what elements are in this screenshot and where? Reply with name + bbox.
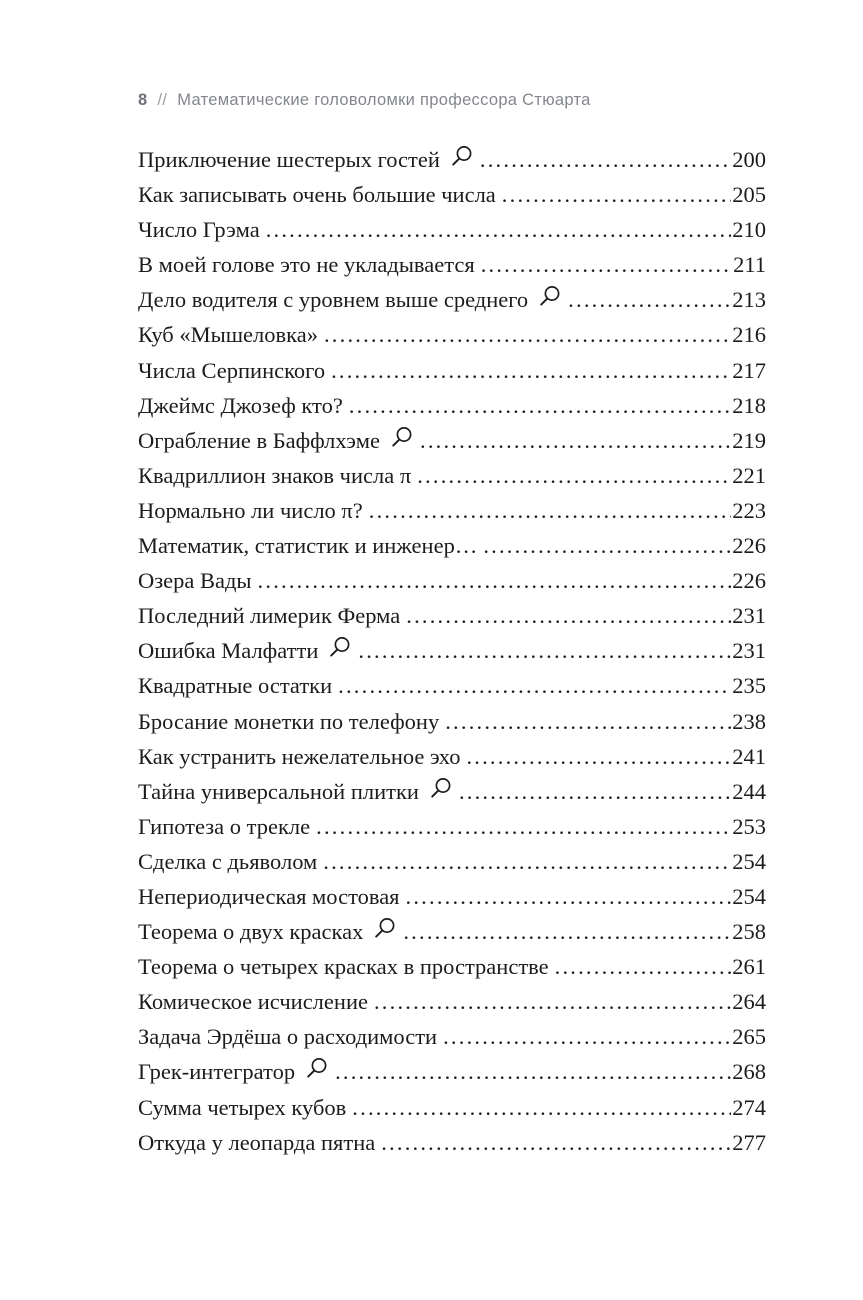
- toc-entry-page: 235: [732, 673, 766, 699]
- toc-entry: [138, 879, 766, 914]
- dot-leader: [568, 282, 731, 317]
- toc-entry: [138, 633, 766, 668]
- toc-entry: [138, 1125, 766, 1160]
- toc-entry-page: 268: [732, 1059, 766, 1085]
- toc-entry: [138, 668, 766, 703]
- toc-entry-page: 244: [732, 778, 766, 804]
- toc-entry-title: Математик, статистик и инженер…: [138, 533, 478, 559]
- toc-entry: [138, 1090, 766, 1125]
- toc-entry-title: Ошибка Малфатти: [138, 638, 319, 664]
- dot-leader: [459, 774, 731, 809]
- toc-entry: [138, 704, 766, 739]
- toc-entry-title: Нормально ли число π?: [138, 497, 363, 523]
- toc-entry-page: 241: [732, 743, 766, 769]
- toc-entry-title: Квадриллион знаков числа π: [138, 462, 412, 488]
- toc-entry: [138, 598, 766, 633]
- toc-entry-page: 254: [732, 848, 766, 874]
- dot-leader: [323, 844, 731, 879]
- magnifier-icon: [537, 284, 562, 319]
- toc-entry-page: 254: [732, 883, 766, 909]
- dot-leader: [316, 809, 731, 844]
- toc-entry-page: 223: [732, 497, 766, 523]
- toc-entry: [138, 212, 766, 247]
- toc-entry-title: Откуда у леопарда пятна: [138, 1129, 376, 1155]
- toc-entry-title: Непериодическая мостовая: [138, 883, 400, 909]
- toc-entry-title: Теорема о двух красках: [138, 919, 364, 945]
- toc-entry-title: Сумма четырех кубов: [138, 1094, 347, 1120]
- toc-entry: [138, 1054, 766, 1089]
- dot-leader: [374, 984, 731, 1019]
- toc-entry-title: Дело водителя с уровнем выше среднего: [138, 287, 529, 313]
- toc-entry-title: Число Грэма: [138, 217, 260, 243]
- toc-entry-title: Ограбление в Баффлхэме: [138, 427, 380, 453]
- toc-entry: [138, 1019, 766, 1054]
- dot-leader: [420, 423, 731, 458]
- dot-leader: [480, 142, 731, 177]
- toc-entry-page: 264: [732, 989, 766, 1015]
- toc-entry-title: Как устранить нежелательное эхо: [138, 743, 461, 769]
- header-book-title: Математические головоломки профессора Стюарта: [177, 91, 591, 109]
- header-page-number: 8: [138, 91, 148, 109]
- header-separator: //: [157, 91, 168, 109]
- toc-entry-page: 265: [732, 1024, 766, 1050]
- toc-entry-title: Приключение шестерых гостей: [138, 147, 440, 172]
- dot-leader: [483, 528, 731, 563]
- toc-entry: [138, 984, 766, 1019]
- toc-entry-page: 211: [733, 252, 766, 278]
- toc-entry-page: 221: [732, 462, 766, 488]
- toc-entry-title: Последний лимерик Ферма: [138, 603, 401, 629]
- toc-entry-title: Тайна универсальной плитки: [138, 778, 419, 804]
- toc-entry: [138, 739, 766, 774]
- toc-entry-page: 226: [732, 568, 766, 594]
- toc-entry: [138, 177, 766, 212]
- toc-entry-title: Квадратные остатки: [138, 673, 333, 699]
- dot-leader: [352, 1090, 731, 1125]
- toc-entry: [138, 949, 766, 984]
- toc-entry: [138, 282, 766, 317]
- dot-leader: [324, 317, 731, 352]
- dot-leader: [406, 598, 731, 633]
- toc-entry: [138, 388, 766, 423]
- toc-entry-title: В моей голове это не укладывается: [138, 252, 475, 278]
- dot-leader: [335, 1054, 731, 1089]
- dot-leader: [417, 458, 731, 493]
- toc-entry-page: 205: [732, 182, 766, 208]
- toc-entry: [138, 914, 766, 949]
- magnifier-icon: [327, 635, 352, 670]
- toc-entry-title: Джеймс Джозеф кто?: [138, 392, 343, 418]
- dot-leader: [445, 704, 731, 739]
- dot-leader: [331, 353, 731, 388]
- toc-entry-page: 210: [732, 217, 766, 243]
- dot-leader: [502, 177, 731, 212]
- dot-leader: [481, 247, 732, 282]
- dot-leader: [466, 739, 731, 774]
- dot-leader: [381, 1125, 731, 1160]
- dot-leader: [349, 388, 731, 423]
- toc-entry-title: Куб «Мышеловка»: [138, 322, 318, 348]
- toc-entry-page: 218: [732, 392, 766, 418]
- dot-leader: [555, 949, 732, 984]
- toc-entry-page: 231: [732, 603, 766, 629]
- toc-entry-page: 253: [732, 813, 766, 839]
- magnifier-icon: [449, 144, 474, 179]
- toc-entry-title: Числа Серпинского: [138, 357, 326, 383]
- magnifier-icon: [304, 1056, 329, 1091]
- toc-entry-page: 274: [732, 1094, 766, 1120]
- magnifier-icon: [372, 916, 397, 951]
- dot-leader: [443, 1019, 731, 1054]
- dot-leader: [369, 493, 731, 528]
- toc-entry-page: 258: [732, 919, 766, 945]
- dot-leader: [358, 633, 731, 668]
- toc-entry-title: Теорема о четырех красках в пространстве: [138, 954, 549, 980]
- toc-entry: [138, 563, 766, 598]
- toc-entry: [138, 809, 766, 844]
- toc-entry: [138, 458, 766, 493]
- toc-entry-title: Сделка с дьяволом: [138, 848, 318, 874]
- toc-entry-title: Комическое исчисление: [138, 989, 368, 1015]
- toc-entry-title: Гипотеза о трекле: [138, 813, 311, 839]
- toc-entry: [138, 774, 766, 809]
- toc-entry-page: 200: [732, 147, 766, 172]
- toc-entry-title: Задача Эрдёша о расходимости: [138, 1024, 438, 1050]
- running-header: [138, 91, 591, 110]
- toc-entry: [138, 142, 766, 177]
- dot-leader: [403, 914, 731, 949]
- toc-entry-page: 226: [732, 533, 766, 559]
- magnifier-icon: [428, 776, 453, 811]
- toc-entry: [138, 493, 766, 528]
- dot-leader: [338, 668, 731, 703]
- toc-entry-page: 238: [732, 708, 766, 734]
- toc-entry: [138, 528, 766, 563]
- toc-entry: [138, 317, 766, 352]
- dot-leader: [406, 879, 732, 914]
- toc-entry-page: 217: [732, 357, 766, 383]
- magnifier-icon: [389, 425, 414, 460]
- toc-entry-page: 231: [732, 638, 766, 664]
- dot-leader: [266, 212, 732, 247]
- toc-entry-page: 277: [732, 1129, 766, 1155]
- toc-entry-title: Грек-интегратор: [138, 1059, 296, 1085]
- toc-entry: [138, 423, 766, 458]
- toc-entry: [138, 247, 766, 282]
- toc-entry: [138, 353, 766, 388]
- toc-entry-page: 216: [732, 322, 766, 348]
- toc-entry-page: 213: [732, 287, 766, 313]
- toc-entry: [138, 844, 766, 879]
- toc-entry-title: Озера Вады: [138, 568, 252, 594]
- toc-entry-page: 219: [732, 427, 766, 453]
- toc-entry-title: Бросание монетки по телефону: [138, 708, 440, 734]
- toc-list: [138, 142, 766, 1160]
- toc-entry-page: 261: [732, 954, 766, 980]
- dot-leader: [258, 563, 732, 598]
- toc-entry-title: Как записывать очень большие числа: [138, 182, 496, 208]
